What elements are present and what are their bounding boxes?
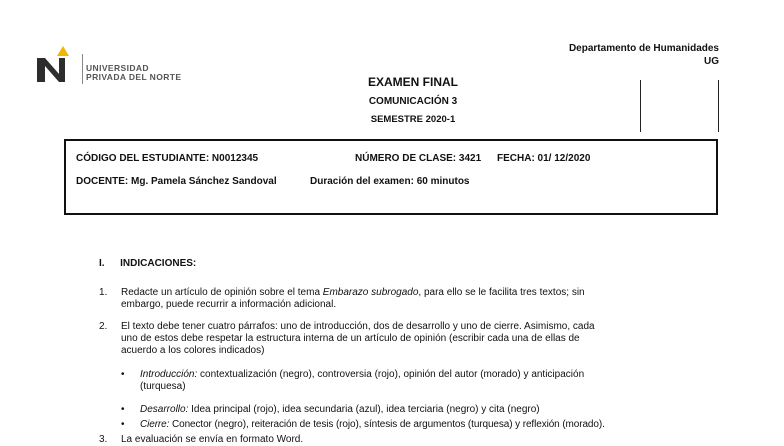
bullet-1-line-2: (turquesa) xyxy=(140,381,186,392)
section-heading xyxy=(99,258,196,269)
department-name: Departamento de Humanidades xyxy=(568,43,719,54)
item-1-text-a: Redacte un artículo de opinión sobre el tema xyxy=(121,287,323,298)
exam-duration: Duración del examen: 60 minutos xyxy=(310,176,470,187)
exam-title: EXAMEN FINAL xyxy=(368,75,458,89)
department-code: UG xyxy=(704,56,719,67)
item-1-line-1 xyxy=(121,287,719,299)
course-name: COMUNICACIÓN 3 xyxy=(368,96,458,107)
bullet-1-line-1 xyxy=(140,369,720,381)
bullet-1-label: Introducción: xyxy=(140,369,198,380)
bullet-dot-2: • xyxy=(121,404,125,415)
item-3: La evaluación se envía en formato Word. xyxy=(121,434,304,445)
bullet-3-text: Conector (negro), reiteración de tesis (rojo), síntesis de argumentos (turquesa) y reflexión (morado). xyxy=(169,419,605,430)
item-1-line-2: embargo, puede recurrir a información adicional. xyxy=(121,299,337,310)
item-1-topic: Embarazo subrogado xyxy=(322,287,419,298)
logo-line-1: UNIVERSIDAD xyxy=(86,63,149,73)
item-1 xyxy=(121,287,719,311)
university-name xyxy=(86,64,181,82)
item-2 xyxy=(121,321,719,357)
logo-divider xyxy=(82,54,83,84)
semester: SEMESTRE 2020-1 xyxy=(370,114,456,125)
item-1-text-b: , para ello se le facilita tres textos; sin xyxy=(418,287,585,298)
item-2-line-2: uno de estos debe respetar la estructura interna de un artículo de opinión (escribir cada una de ellas de xyxy=(121,333,580,344)
bullet-dot-3: • xyxy=(121,419,125,430)
item-1-number: 1. xyxy=(99,287,108,298)
item-2-number: 2. xyxy=(99,321,108,332)
section-title: INDICACIONES: xyxy=(120,258,197,269)
bullet-dot-1: • xyxy=(121,369,125,380)
section-number: I. xyxy=(99,258,105,269)
class-number: NÚMERO DE CLASE: 3421 xyxy=(355,153,482,164)
bullet-2-text: Idea principal (rojo), idea secundaria (azul), idea terciaria (negro) y cita (negro) xyxy=(188,404,540,415)
bullet-desarrollo xyxy=(140,404,720,416)
exam-date: FECHA: 01/ 12/2020 xyxy=(497,153,591,164)
teacher: DOCENTE: Mg. Pamela Sánchez Sandoval xyxy=(76,176,277,187)
header-rule-left xyxy=(640,80,641,132)
bullet-1-text: contextualización (negro), controversia (rojo), opinión del autor (morado) y anticipación xyxy=(197,369,585,380)
item-2-line-3: acuerdo a los colores indicados) xyxy=(121,345,265,356)
header-rule-right xyxy=(718,80,719,132)
bullet-cierre xyxy=(140,419,730,431)
student-code: CÓDIGO DEL ESTUDIANTE: N0012345 xyxy=(76,153,259,164)
bullet-3-label: Cierre: xyxy=(140,419,170,430)
university-logo-icon xyxy=(33,44,79,84)
item-2-line-1: El texto debe tener cuatro párrafos: uno de introducción, dos de desarrollo y uno de cierre. Asimismo, cada xyxy=(121,321,595,332)
logo-line-2: PRIVADA DEL NORTE xyxy=(86,72,182,82)
item-3-number: 3. xyxy=(99,434,108,445)
bullet-introduccion xyxy=(140,369,720,393)
bullet-2-label: Desarrollo: xyxy=(140,404,189,415)
department xyxy=(569,42,719,68)
